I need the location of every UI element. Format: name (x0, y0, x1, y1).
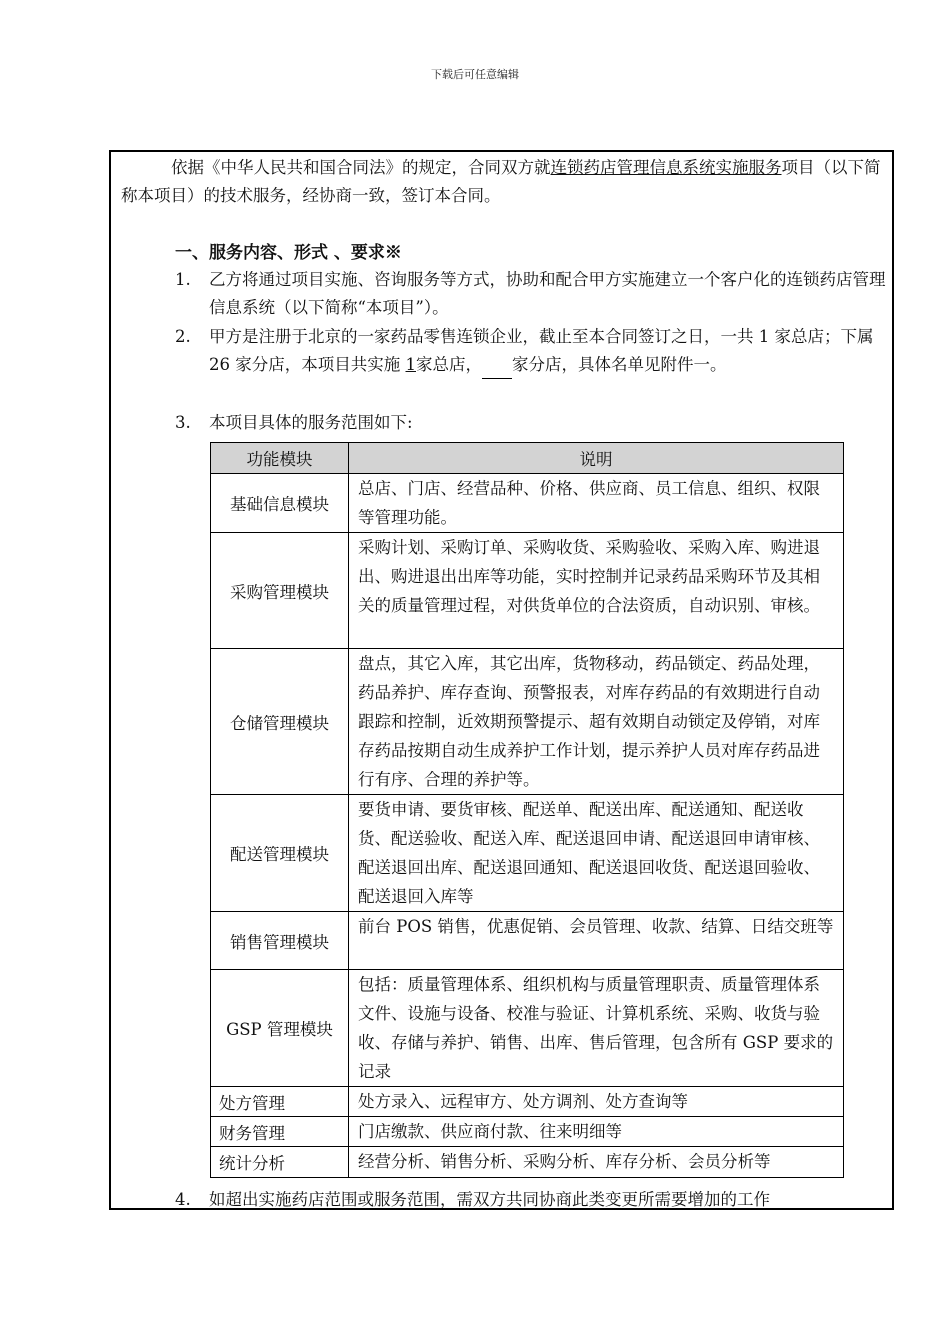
service-scope-table (210, 442, 844, 1178)
list-item-1 (175, 266, 887, 322)
module-description: 经营分析、销售分析、采购分析、库存分析、会员分析等 (349, 1147, 844, 1178)
module-name: 仓储管理模块 (211, 649, 349, 795)
item-text-part: 甲方是注册于北京的一家药品零售连锁企业，截止至本合同签订之日，一共 1 家总店；下属 26 家分店，本项目共实施 (209, 327, 874, 374)
intro-text-post: 项目（以下简称本项目）的技术服务，经协商一致，签订本合同。 (121, 158, 881, 205)
module-name: 基础信息模块 (211, 474, 349, 533)
item-text-part: 家总店， (416, 355, 482, 374)
module-description: 门店缴款、供应商付款、往来明细等 (349, 1117, 844, 1147)
module-name: 配送管理模块 (211, 795, 349, 912)
branch-count-blank (482, 360, 512, 379)
module-description: 总店、门店、经营品种、价格、供应商、员工信息、组织、权限等管理功能。 (349, 474, 844, 533)
item-text: 乙方将通过项目实施、咨询服务等方式，协助和配合甲方实施建立一个客户化的连锁药店管理信息系统（以下简称“本项目”）。 (209, 270, 886, 317)
table-row (211, 533, 844, 649)
column-header-module: 功能模块 (211, 443, 349, 474)
intro-text-pre: 依据《中华人民共和国合同法》的规定，合同双方就 (171, 158, 551, 177)
item-text: 本项目具体的服务范围如下: (209, 413, 413, 432)
item-text (209, 323, 887, 379)
item-text-part: 家分店，具体名单见附件一。 (512, 355, 727, 374)
module-description: 处方录入、远程审方、处方调剂、处方查询等 (349, 1087, 844, 1117)
table-row (211, 795, 844, 912)
page-header-note: 下载后可任意编辑 (431, 68, 519, 81)
table-row (211, 970, 844, 1087)
section-title: 一、服务内容、形式 、要求※ (175, 243, 402, 263)
item-text: 如超出实施药店范围或服务范围，需双方共同协商此类变更所需要增加的工作 (209, 1190, 770, 1209)
module-description: 要货申请、要货审核、配送单、配送出库、配送通知、配送收货、配送验收、配送入库、配送退回申请、配送退回申请审核、配送退回出库、配送退回通知、配送退回收货、配送退回验收、配送退回入库等 (349, 795, 844, 912)
module-name: 处方管理 (211, 1087, 349, 1117)
list-item-3 (175, 409, 887, 437)
list-item-2 (175, 323, 887, 379)
module-description: 采购计划、采购订单、采购收货、采购验收、采购入库、购进退出、购进退出出库等功能，实时控制并记录药品采购环节及其相关的质量管理过程，对供货单位的合法资质，自动识别、审核。 (349, 533, 844, 649)
contract-frame (109, 150, 894, 1210)
module-name: GSP 管理模块 (211, 970, 349, 1087)
table-row (211, 649, 844, 795)
module-name: 采购管理模块 (211, 533, 349, 649)
item-number: 4. (175, 1190, 191, 1209)
table-header-row (211, 443, 844, 474)
module-description: 盘点，其它入库，其它出库，货物移动，药品锁定、药品处理，药品养护、库存查询、预警报表，对库存药品的有效期进行自动跟踪和控制，近效期预警提示、超有效期自动锁定及停销，对库存药品按期自动生成养护工作计划，提示养护人员对库存药品进行有序、合理的养护等。 (349, 649, 844, 795)
table-row (211, 1147, 844, 1178)
table-row (211, 912, 844, 970)
table-row (211, 1117, 844, 1147)
module-description: 包括：质量管理体系、组织机构与质量管理职责、质量管理体系文件、设施与设备、校准与验证、计算机系统、采购、收货与验收、存储与养护、销售、出库、售后管理，包含所有 GSP 要求的记录 (349, 970, 844, 1087)
item-number: 2. (175, 327, 191, 346)
module-name: 销售管理模块 (211, 912, 349, 970)
column-header-description: 说明 (349, 443, 844, 474)
headquarters-count: 1 (405, 355, 416, 374)
item-number: 3. (175, 413, 191, 432)
list-item-4 (175, 1186, 887, 1210)
intro-paragraph (121, 154, 891, 210)
module-name: 财务管理 (211, 1117, 349, 1147)
table-row (211, 1087, 844, 1117)
item-number: 1. (175, 270, 191, 289)
project-name: 连锁药店管理信息系统实施服务 (550, 158, 782, 177)
module-description: 前台 POS 销售，优惠促销、会员管理、收款、结算、日结交班等 (349, 912, 844, 970)
module-name: 统计分析 (211, 1147, 349, 1178)
table-row (211, 474, 844, 533)
